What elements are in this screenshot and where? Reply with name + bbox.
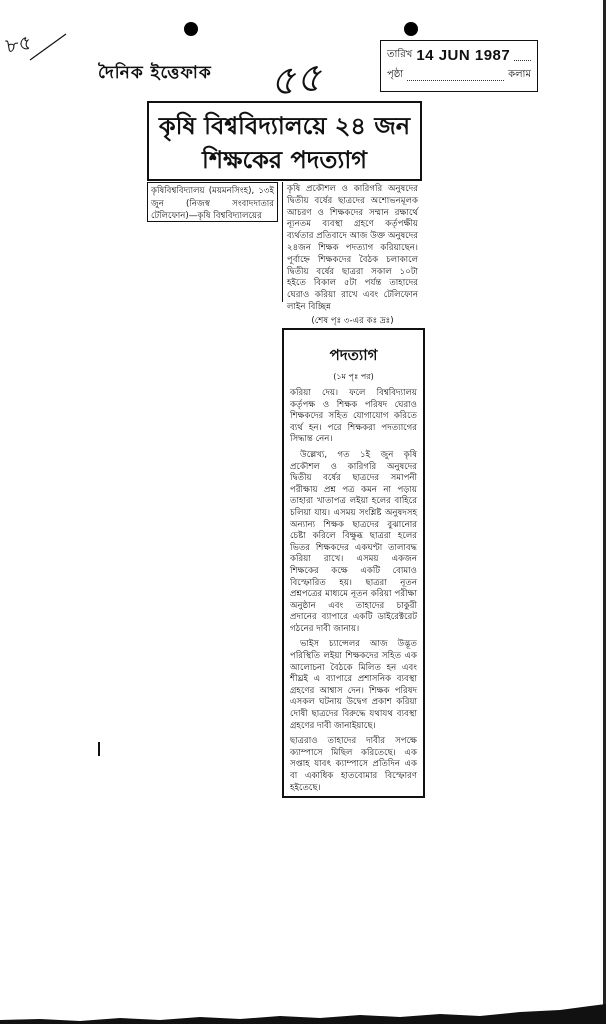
paragraph-4: ছাত্ররাও তাহাদের দাবীর সপক্ষে ক্যাম্পাসে মিছিল করিতেছে। এক সপ্তাহ যাবৎ ক্যাম্পাসে প্রতিদিন এক বা একাধিক হাতবোমার বিস্ফোরণ হইতেছে। [290,736,417,793]
stamp-dots [407,70,504,81]
paragraph-2: উল্লেখ্য, গত ১ই জুন কৃষি প্রকৌশল ও কারিগরি অনুষদের দ্বিতীয় বর্ষের ছাত্রদের সমাপনী পরীক্ষায় প্রশ্ন পত্র কমন না পড়ায় তাহারা খাতাপত্র লইয়া হলের বাহিরে চলিয়া যায়। এসময় সংশ্লিষ্ট অনুষদসহ অন্যান্য শিক্ষক ছাত্রদের বুঝানোর চেষ্টা করিলে বিক্ষুব্ধ ছাত্ররা হলের ভিতর শিক্ষকদের একঘণ্টা তালাবদ্ধ করিয়া রাখে। এসময় একজন শিক্ষকের কক্ষে একটি বোমাও বিস্ফোরিত হয়। ছাত্ররা নূতন প্রশ্নপত্রের মাধ্যমে নূতন করিয়া পরীক্ষা অনুষ্ঠান এবং তাহাদের চাকুরী প্রদানের ব্যাপারে একটি ডাইরেক্টরেট গঠনের দাবী জানায়। [290,449,417,634]
paragraph-3: ভাইস চ্যান্সেলর আজ উদ্ভূত পরিস্থিতি লইয়া শিক্ষকদের সহিত এক আলোচনা বৈঠকে মিলিত হন এবং শীঘ্রই এ ব্যাপারে প্রশাসনিক ব্যবস্থা গ্রহণের আশ্বাস দেন। শিক্ষক পরিষদ এসকল ঘটনায় উদ্বেগ প্রকাশ করিয়া দোষী ছাত্রদের বিরুদ্ধে যথাযথ ব্যবস্থা গ্রহণের দাবী জানাইয়াছে। [290,639,417,731]
article-headline [147,101,422,181]
stamp-column-label: কলাম [508,68,531,80]
handwritten-corner-mark: ৮৫ [3,29,34,59]
handwritten-page-number: ৫৫ [267,54,325,106]
headline-line-1: কৃষি বিশ্ববিদ্যালয়ে ২৪ জন [158,112,411,140]
stamp-date-label: তারিখ [387,48,413,60]
punch-hole-left [184,22,198,36]
margin-tick [98,742,100,756]
column-1-text: কৃষি প্রকৌশল ও কারিগরি অনুষদের দ্বিতীয় বর্ষের ছাত্রদের অশোভনমূলক আচরণ ও শিক্ষকদের সম্মান রক্ষার্থে ন্যূনতম ব্যবস্থা গ্রহণে কর্তৃপক্ষীয় ব্যর্থতার প্রতিবাদে আজ উক্ত অনুষদের ২৪জন শিক্ষক পদত্যাগ করিয়াছেন। পূর্বাহ্নে শিক্ষকদের বৈঠক চলাকালে দ্বিতীয় বর্ষের ছাত্ররা সকাল ১০টা হইতে বিকাল ৫টা পর্যন্ত তাহাদের ঘেরাও করিয়া রাখে এবং টেলিফোন লাইন বিচ্ছিন্ন [287,184,418,312]
continued-note: (শেষ পৃঃ ৩-এর কঃ দ্রঃ) [311,315,394,326]
stamp-dots [514,50,531,61]
headline-line-2: শিক্ষকের পদত্যাগ [201,146,368,174]
continuation-subtitle: (১ম পৃঃ পর) [333,372,374,381]
article-lead: কৃষিবিশ্ববিদ্যালয় (ময়মনসিংহ), ১৩ই জুন (নিজস্ব সংবাদদাতার টেলিফোন)—কৃষি বিশ্ববিদ্যালয়ের [147,182,278,222]
stamp-date-value: 14 JUN 1987 [416,46,511,64]
punch-hole-right [404,22,418,36]
newspaper-name: দৈনিক ইত্তেফাক [98,63,212,83]
paragraph-1: করিয়া দেয়। ফলে বিশ্ববিদ্যালয় কর্তৃপক্ষ ও শিক্ষক পরিষদ ঘেরাও শিক্ষকদের সহিত যোগাযোগ করিতে ব্যর্থ হন। পরে শিক্ষকরা পদত্যাগের সিদ্ধান্ত নেন। [290,388,417,445]
continuation-body [290,388,417,794]
corner-slash [28,32,68,62]
date-stamp [380,40,538,92]
scan-edge-bottom [0,1000,606,1024]
continuation-box [282,328,425,798]
article-column-1 [282,182,422,326]
continuation-title: পদত্যাগ [329,346,378,364]
stamp-page-label: পৃষ্ঠা [387,68,404,80]
